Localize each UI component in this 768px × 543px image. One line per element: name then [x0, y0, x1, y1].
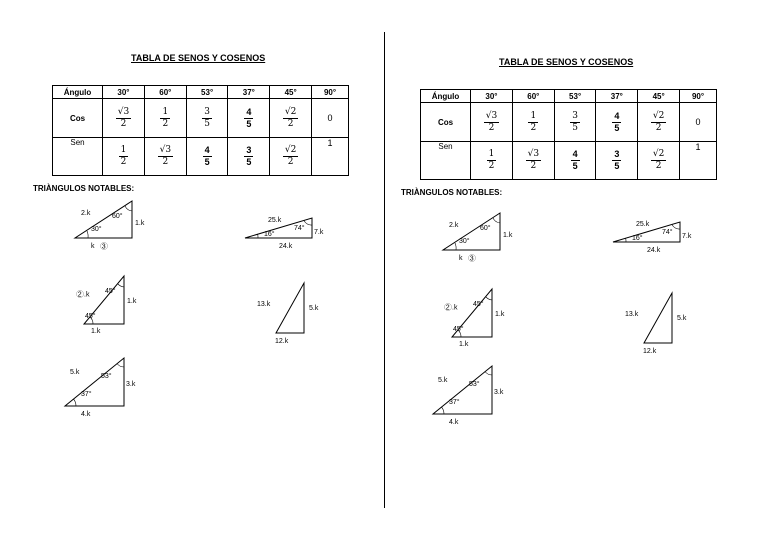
hypotenuse-root-label: 2	[445, 304, 450, 312]
denominator: 2	[120, 157, 127, 168]
angle-top-label: 60°	[112, 213, 123, 220]
angle-top-label: 60°	[480, 225, 491, 232]
sen-value-cell	[312, 137, 349, 175]
angle-left-label: 16°	[632, 235, 643, 242]
sen-value-cell	[680, 141, 717, 179]
denominator: 5	[204, 156, 210, 167]
denominator: 5	[246, 118, 252, 129]
table-header-row	[53, 86, 349, 99]
fraction	[283, 146, 298, 167]
trig-table	[420, 89, 717, 180]
fraction	[484, 112, 499, 133]
angle-left-label: 37°	[449, 399, 460, 406]
angle-left-label: 45°	[85, 313, 96, 320]
angle-arc	[493, 218, 500, 223]
numerator: √3	[117, 107, 130, 118]
sen-value-cell	[228, 137, 270, 175]
cos-value-cell	[228, 99, 270, 137]
header-cell: 37°	[228, 86, 270, 99]
numerator: 3	[614, 148, 620, 159]
cos-value-cell	[471, 103, 513, 141]
trig-table	[52, 85, 349, 176]
numerator: 3	[246, 144, 252, 155]
angle-left-label: 30°	[91, 226, 102, 233]
angle-top-label: 45°	[105, 288, 116, 295]
vertical-side-label: 1.k	[127, 298, 137, 305]
sen-value-cell	[638, 141, 680, 179]
numerator: √3	[527, 149, 540, 160]
base-label: 24.k	[647, 247, 661, 254]
base-label: 1.k	[91, 328, 101, 335]
numerator: √2	[284, 145, 297, 156]
hypotenuse-label: 25.k	[636, 221, 650, 228]
numerator: 4	[204, 144, 210, 155]
page-title: TABLA DE SENOS Y COSENOS	[131, 53, 266, 63]
denominator: 2	[488, 161, 495, 172]
header-cell: Ángulo	[53, 86, 103, 99]
fraction	[528, 112, 538, 133]
vertical-side-label: 3.k	[126, 381, 136, 388]
sen-value-cell	[103, 137, 145, 175]
triangle-shape	[443, 213, 500, 250]
sen-value-cell	[186, 137, 228, 175]
header-cell: 30°	[103, 86, 145, 99]
angle-arc	[117, 364, 124, 368]
header-cell: 90°	[312, 86, 349, 99]
denominator: 2	[287, 119, 294, 130]
fraction	[571, 150, 580, 171]
triangle-45-45	[442, 286, 522, 351]
cos-value-cell	[312, 99, 349, 137]
base-root-label: 3	[101, 243, 106, 251]
numerator: 4	[572, 148, 578, 159]
angle-arc	[125, 206, 132, 211]
cell-value: 1	[327, 137, 333, 148]
denominator: 2	[162, 157, 169, 168]
vertical-side-label: 7.k	[682, 233, 692, 240]
fraction	[244, 146, 253, 167]
header-cell: 60°	[144, 86, 186, 99]
triangle-shape	[75, 201, 132, 238]
header-cell: Ángulo	[421, 90, 471, 103]
header-cell: 90°	[680, 90, 717, 103]
hypotenuse-label: 13.k	[257, 301, 271, 308]
angle-top-label: 53°	[101, 373, 112, 380]
cos-value-cell	[144, 99, 186, 137]
angle-arc	[118, 284, 124, 287]
fraction	[119, 146, 129, 167]
cos-value-cell	[638, 103, 680, 141]
hypotenuse-label: 5.k	[70, 369, 80, 376]
denominator: 5	[246, 156, 252, 167]
numerator: 3	[204, 107, 210, 118]
angle-top-label: 53°	[469, 381, 480, 388]
numerator: √2	[284, 107, 297, 118]
cell-value: 0	[327, 113, 333, 124]
hypotenuse-label: .k	[452, 304, 458, 312]
panel-right	[384, 0, 768, 543]
numerator: 1	[162, 107, 169, 118]
triangle-30-60	[68, 198, 158, 258]
numerator: √2	[652, 111, 665, 122]
numerator: 1	[530, 111, 537, 122]
cos-label: Cos	[53, 99, 103, 137]
angle-arc	[486, 297, 492, 300]
header-cell: 30°	[471, 90, 513, 103]
denominator: 5	[572, 123, 578, 134]
triangle-37-53	[426, 363, 516, 428]
fraction	[203, 146, 212, 167]
sen-row	[421, 141, 717, 179]
denominator: 2	[655, 161, 662, 172]
base-root-label: 3	[469, 255, 474, 263]
denominator: 2	[655, 123, 662, 134]
page-title: TABLA DE SENOS Y COSENOS	[499, 57, 634, 67]
fraction	[651, 112, 666, 133]
triangle-shape	[644, 293, 672, 343]
cos-label: Cos	[421, 103, 471, 141]
sen-label: Sen	[421, 141, 471, 179]
base-label: k	[91, 243, 95, 250]
vertical-side-label: 7.k	[314, 229, 324, 236]
fraction	[487, 150, 497, 171]
sen-value-cell	[596, 141, 638, 179]
fraction	[612, 112, 621, 133]
denominator: 5	[572, 160, 578, 171]
denominator: 5	[614, 160, 620, 171]
angle-arc	[485, 372, 492, 376]
triangle-5-12-13	[250, 280, 330, 350]
fraction	[202, 108, 212, 129]
numerator: 4	[614, 110, 620, 121]
denominator: 5	[204, 119, 210, 130]
cell-value: 1	[695, 141, 701, 152]
numerator: 4	[246, 106, 252, 117]
base-label: k	[459, 255, 463, 262]
header-cell: 60°	[512, 90, 554, 103]
sen-value-cell	[471, 141, 513, 179]
header-cell: 45°	[270, 86, 312, 99]
fraction	[116, 108, 131, 129]
denominator: 5	[614, 122, 620, 133]
angle-arc	[442, 407, 445, 414]
numerator: √3	[159, 145, 172, 156]
numerator: 1	[120, 145, 127, 156]
denominator: 2	[162, 119, 169, 130]
sen-value-cell	[554, 141, 596, 179]
cos-row	[421, 103, 717, 141]
cos-value-cell	[596, 103, 638, 141]
sen-value-cell	[144, 137, 186, 175]
fraction	[158, 146, 173, 167]
angle-top-label: 74°	[294, 225, 305, 232]
header-cell: 53°	[186, 86, 228, 99]
fraction	[244, 108, 253, 129]
triangle-16-74	[609, 219, 699, 264]
sen-label: Sen	[53, 137, 103, 175]
numerator: 1	[488, 149, 495, 160]
angle-left-label: 45°	[453, 326, 464, 333]
denominator: 2	[488, 123, 495, 134]
triangle-shape	[65, 358, 124, 406]
angle-top-label: 74°	[662, 229, 673, 236]
cos-value-cell	[103, 99, 145, 137]
triangle-37-53	[58, 355, 148, 420]
numerator: √3	[485, 111, 498, 122]
triangle-30-60	[436, 210, 526, 270]
denominator: 2	[530, 123, 537, 134]
angle-left-label: 37°	[81, 391, 92, 398]
vertical-side-label: 1.k	[503, 232, 513, 239]
triangle-16-74	[241, 215, 331, 260]
table-header-row	[421, 90, 717, 103]
cos-value-cell	[680, 103, 717, 141]
hypotenuse-root-label: 2	[77, 291, 82, 299]
cos-value-cell	[512, 103, 554, 141]
numerator: 3	[572, 111, 578, 122]
header-cell: 45°	[638, 90, 680, 103]
fraction	[570, 112, 580, 133]
hypotenuse-label: 2.k	[449, 222, 459, 229]
fraction	[612, 150, 621, 171]
vertical-side-label: 5.k	[309, 305, 319, 312]
triangles-title: TRIÀNGULOS NOTABLES:	[33, 184, 135, 193]
base-label: 12.k	[643, 348, 657, 355]
angle-left-label: 30°	[459, 238, 470, 245]
cos-value-cell	[186, 99, 228, 137]
angle-arc	[672, 225, 680, 230]
base-label: 12.k	[275, 338, 289, 345]
triangle-5-12-13	[618, 290, 698, 360]
angle-arc	[74, 399, 77, 406]
vertical-side-label: 1.k	[495, 311, 505, 318]
header-cell: 37°	[596, 90, 638, 103]
vertical-side-label: 1.k	[135, 220, 145, 227]
fraction	[526, 150, 541, 171]
sen-value-cell	[270, 137, 312, 175]
angle-arc	[455, 243, 456, 250]
fraction	[160, 108, 170, 129]
denominator: 2	[530, 161, 537, 172]
fraction	[651, 150, 666, 171]
cos-value-cell	[270, 99, 312, 137]
angle-top-label: 45°	[473, 301, 484, 308]
triangle-shape	[433, 366, 492, 414]
sen-row	[53, 137, 349, 175]
hypotenuse-label: 13.k	[625, 311, 639, 318]
cell-value: 0	[695, 117, 701, 128]
base-label: 4.k	[449, 419, 459, 426]
hypotenuse-label: 5.k	[438, 377, 448, 384]
hypotenuse-label: 2.k	[81, 210, 91, 217]
vertical-side-label: 3.k	[494, 389, 504, 396]
sen-value-cell	[512, 141, 554, 179]
base-label: 1.k	[459, 341, 469, 348]
angle-arc	[304, 221, 312, 226]
header-cell: 53°	[554, 90, 596, 103]
angle-arc	[87, 231, 88, 238]
base-label: 24.k	[279, 243, 293, 250]
triangles-title: TRIÀNGULOS NOTABLES:	[401, 188, 503, 197]
cos-row	[53, 99, 349, 137]
hypotenuse-label: 25.k	[268, 217, 282, 224]
fraction	[283, 108, 298, 129]
cos-value-cell	[554, 103, 596, 141]
triangle-shape	[276, 283, 304, 333]
numerator: √2	[652, 149, 665, 160]
hypotenuse-label: .k	[84, 291, 90, 299]
denominator: 2	[120, 119, 127, 130]
denominator: 2	[287, 157, 294, 168]
base-label: 4.k	[81, 411, 91, 418]
triangle-45-45	[74, 273, 154, 338]
vertical-side-label: 5.k	[677, 315, 687, 322]
angle-left-label: 16°	[264, 231, 275, 238]
